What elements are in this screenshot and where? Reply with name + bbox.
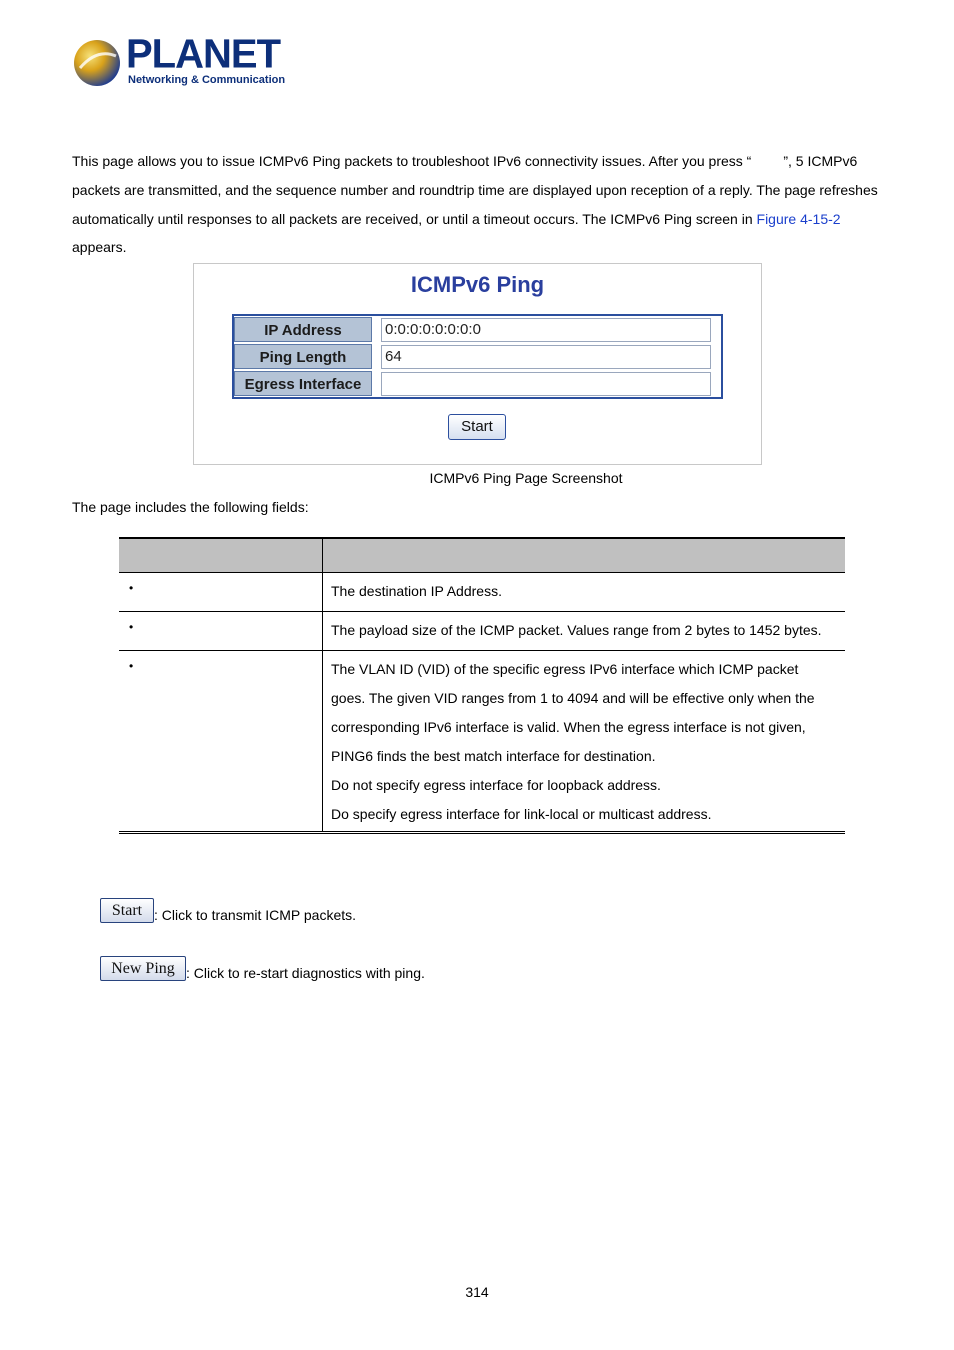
start-button-image[interactable]: Start [100, 898, 154, 923]
logo-wordmark: PLANET [126, 31, 280, 77]
intro-paragraph [72, 147, 888, 262]
row-description [323, 612, 846, 651]
bullet: • [129, 659, 134, 673]
ip-address-input[interactable]: 0:0:0:0:0:0:0:0 [381, 318, 711, 342]
row-description [323, 573, 846, 612]
row-object [119, 612, 323, 651]
ping-length-input[interactable]: 64 [381, 345, 711, 369]
table-row [119, 612, 845, 651]
new-ping-button-help [100, 956, 425, 981]
bullet: • [129, 581, 134, 595]
table-row [119, 651, 845, 833]
egress-interface-label: Egress Interface [234, 371, 372, 396]
intro-text-3: appears. [72, 239, 127, 256]
description-line: Do specify egress interface for link-local or multicast address. [331, 806, 712, 822]
ip-address-label: IP Address [234, 317, 372, 342]
form-row-ip-address [234, 317, 721, 344]
ping-length-label: Ping Length [234, 344, 372, 369]
start-button-help [100, 898, 356, 923]
description-line: goes. The given VID ranges from 1 to 4094 and will be effective only when the [331, 690, 815, 706]
icmpv6-ping-screenshot [193, 263, 762, 465]
description-line: The VLAN ID (VID) of the specific egress IPv6 interface which ICMP packet [331, 661, 799, 677]
page-number: 314 [465, 1284, 489, 1300]
bullet: • [129, 620, 134, 634]
row-description [323, 651, 846, 833]
start-button[interactable]: Start [448, 414, 506, 440]
table-row [119, 573, 845, 612]
table-header-row [119, 538, 845, 573]
description-line: corresponding IPv6 interface is valid. When the egress interface is not given, [331, 719, 806, 735]
ping-form-table [232, 314, 723, 399]
new-ping-button-image[interactable]: New Ping [100, 956, 186, 981]
screenshot-title: ICMPv6 Ping [410, 272, 545, 297]
intro-text-1: This page allows you to issue ICMPv6 Ping packets to troubleshoot IPv6 connectivity issues. After you press “ [72, 153, 752, 169]
start-button-description: : Click to transmit ICMP packets. [154, 907, 357, 923]
globe-icon [72, 38, 122, 88]
form-row-egress-interface [234, 371, 721, 398]
row-object [119, 651, 323, 833]
header-object [119, 538, 323, 573]
new-ping-button-description: : Click to re-start diagnostics with ping. [186, 965, 425, 981]
form-row-ping-length [234, 344, 721, 371]
figure-link[interactable]: Figure 4-15-2 [756, 210, 841, 227]
row-object [119, 573, 323, 612]
description-line: The destination IP Address. [331, 583, 502, 599]
header-description [323, 538, 846, 573]
fields-lead-text: The page includes the following fields: [72, 499, 309, 515]
egress-interface-input[interactable] [381, 372, 711, 396]
figure-caption: ICMPv6 Ping Page Screenshot [429, 470, 623, 486]
intro-text-2: ”, 5 ICMPv6 packets are transmitted, and the sequence number and roundtrip time are displayed upon reception of a reply. The page refreshes automatically until responses to all packets are received, or until a timeout occurs. The ICMPv6 Ping screen in [72, 153, 878, 227]
description-line: PING6 finds the best match interface for destination. [331, 748, 656, 764]
fields-table [119, 537, 845, 834]
description-line: The payload size of the ICMP packet. Values range from 2 bytes to 1452 bytes. [331, 622, 822, 638]
description-line: Do not specify egress interface for loopback address. [331, 777, 661, 793]
planet-logo [72, 31, 286, 92]
logo-tagline: Networking & Communication [128, 74, 286, 86]
